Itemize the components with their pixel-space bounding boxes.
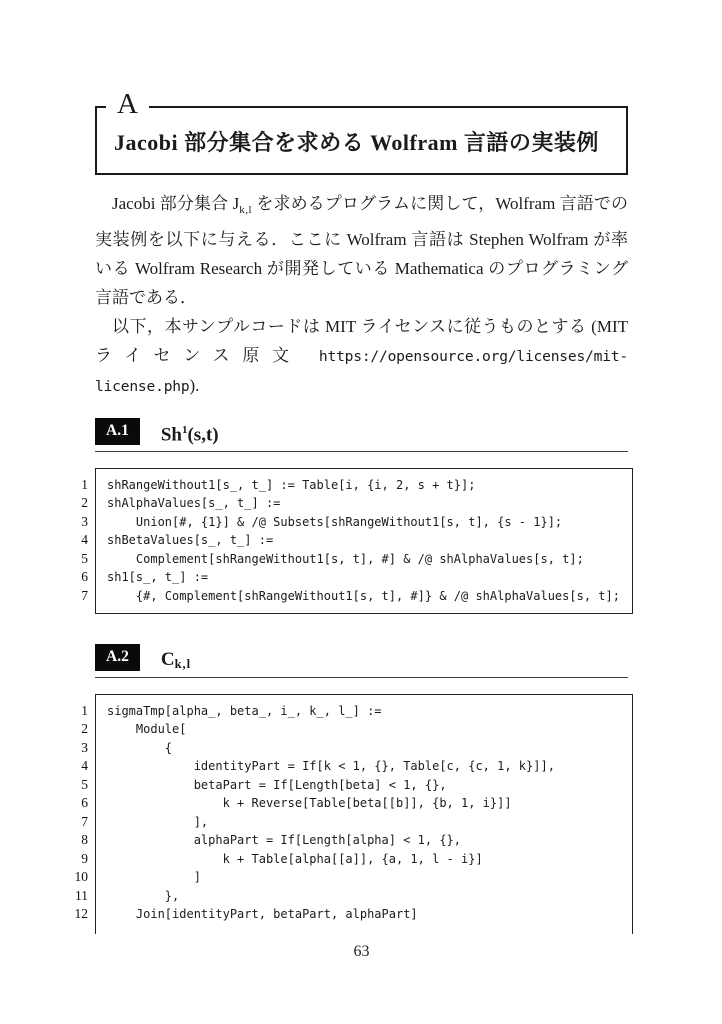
code-line: k + Table[alpha[[a]], {a, 1, l - i}]: [107, 851, 483, 866]
code-line: Complement[shRangeWithout1[s, t], #] & /@ shAlphaValues[s, t];: [107, 551, 584, 566]
code-line: Module[: [107, 722, 187, 736]
section-title-superscript: 1: [181, 424, 188, 437]
code-line: k + Reverse[Table[beta[[b]], {b, 1, i}]]: [107, 796, 512, 810]
paragraph-text: Jacobi 部分集合 J: [112, 194, 240, 213]
intro-paragraph-1: [95, 189, 628, 312]
paragraph-text: 以下，本サンプルコードは MIT ライセンスに従うものとする (MIT ライセンス原文: [95, 317, 628, 365]
line-number: 6: [81, 795, 88, 810]
line-number: 4: [81, 532, 88, 547]
paragraph-text: を求めるプログラムに関して，Wolfram 言語での実装例を以下に与える．ここに Wolfram 言語は Stephen Wolfram が率いる Wolfram Research が開発している Mathematica のプログラミング言語である．: [95, 194, 628, 307]
code-line: alphaPart = If[Length[alpha] < 1, {},: [107, 833, 462, 847]
chapter-letter: A: [106, 88, 149, 121]
code-listing-a2: [68, 694, 633, 934]
section-heading-a1: [95, 418, 628, 452]
line-number: 5: [81, 776, 88, 792]
code-line: sh1[s_, t_] :=: [107, 570, 209, 584]
section-title-args: (s,t): [187, 424, 219, 446]
chapter-heading-box: [95, 88, 628, 175]
line-number-gutter: [68, 468, 88, 615]
line-number: 2: [81, 495, 88, 510]
section-title-subscript: k,l: [174, 657, 192, 671]
line-number: 2: [81, 721, 88, 736]
line-number: 1: [81, 702, 88, 718]
code-line: shBetaValues[s_, t_] :=: [107, 533, 274, 547]
line-number: 5: [81, 550, 88, 566]
jacobi-subset-subscript: k,l: [239, 204, 252, 216]
paragraph-text: ).: [189, 376, 200, 395]
section-label-a2: A.2: [95, 644, 140, 671]
code-line: betaPart = If[Length[beta] < 1, {},: [107, 777, 447, 792]
code-line: ],: [107, 814, 209, 829]
text-column: [0, 88, 722, 961]
section-title-base: C: [160, 649, 175, 670]
license-url: https://opensource.org/licenses/mit-license.php: [95, 348, 628, 395]
code-line: },: [107, 888, 180, 903]
line-number: 8: [81, 832, 88, 847]
code-line: Union[#, {1}] & /@ Subsets[shRangeWithout1[s, t], {s - 1}];: [107, 514, 563, 529]
code-line: shRangeWithout1[s_, t_] := Table[i, {i, 2, s + t}];: [107, 477, 476, 492]
line-number: 7: [81, 813, 88, 829]
page-number: 63: [353, 942, 370, 960]
code-line: {#, Complement[shRangeWithout1[s, t], #]} & /@ shAlphaValues[s, t];: [107, 588, 620, 603]
section-title-a2: [161, 650, 191, 671]
code-line: ]: [107, 870, 201, 884]
line-number-gutter: [68, 694, 88, 934]
section-heading-a2: [95, 644, 628, 678]
line-number: 11: [75, 887, 88, 903]
code-box: [95, 694, 633, 934]
line-number: 3: [81, 739, 88, 755]
chapter-title: Jacobi 部分集合を求める Wolfram 言語の実装例: [114, 130, 599, 155]
line-number: 3: [81, 513, 88, 529]
section-title-base: Sh: [160, 424, 182, 446]
section-title-a1: [161, 425, 219, 444]
code-listing-a1: [68, 468, 633, 615]
code-line: identityPart = If[k < 1, {}, Table[c, {c, 1, k}]],: [107, 759, 555, 773]
line-number: 4: [81, 758, 88, 773]
line-number: 9: [81, 850, 88, 866]
code-line: {: [107, 740, 173, 755]
line-number: 12: [74, 906, 88, 921]
code-line: Join[identityPart, betaPart, alphaPart]: [107, 907, 418, 921]
intro-paragraph-2: [95, 312, 628, 401]
line-number: 7: [81, 587, 88, 603]
code-line: sigmaTmp[alpha_, beta_, i_, k_, l_] :=: [107, 703, 382, 718]
line-number: 10: [74, 869, 88, 884]
line-number: 1: [81, 476, 88, 492]
section-label-a1: A.1: [95, 418, 140, 445]
code-line: shAlphaValues[s_, t_] :=: [107, 496, 281, 510]
line-number: 6: [81, 569, 88, 584]
code-box: [95, 468, 633, 615]
